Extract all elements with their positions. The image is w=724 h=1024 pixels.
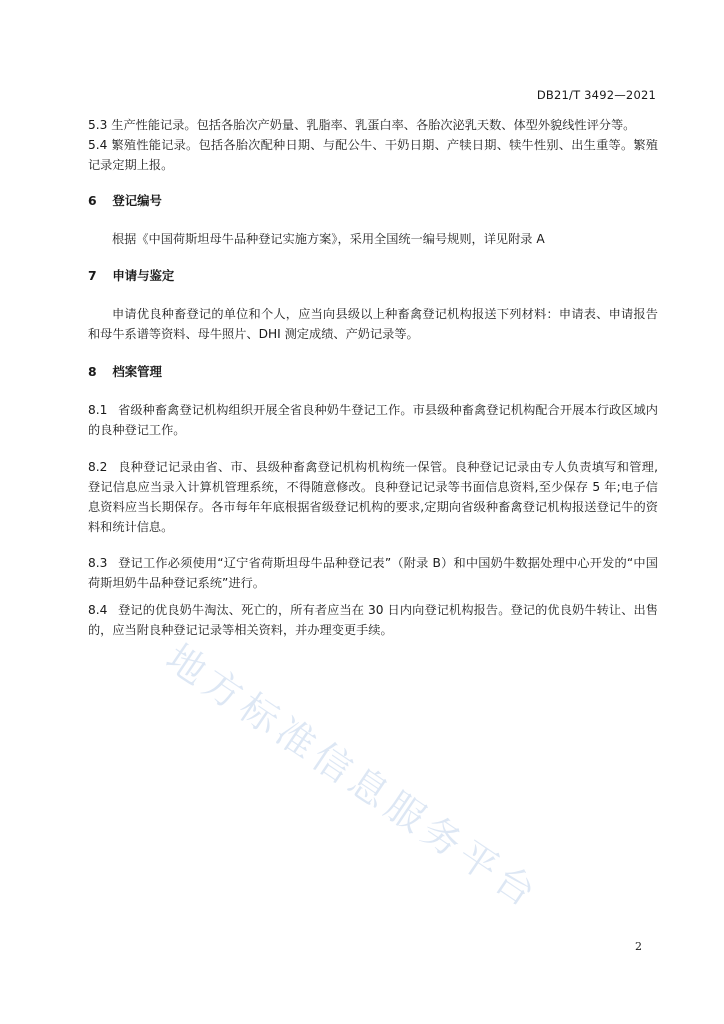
heading-number: 8 bbox=[88, 364, 97, 379]
subsection-number: 8.3 bbox=[88, 556, 108, 570]
subsection-text: 登记的优良奶牛淘汰、死亡的，所有者应当在 30 日内向登记机构报告。登记的优良奶牛转让、出售的，应当附良种登记记录等相关资料，并办理变更手续。 bbox=[88, 603, 658, 637]
page-number: 2 bbox=[635, 940, 642, 953]
heading-number: 7 bbox=[88, 268, 97, 283]
subsection-number: 8.1 bbox=[88, 403, 108, 417]
heading-section-6 bbox=[88, 191, 162, 211]
section-7-text: 申请优良种畜登记的单位和个人，应当向县级以上种畜禽登记机构报送下列材料：申请表、申请报告和母牛系谱等资料、母牛照片、DHI 测定成绩、产奶记录等。 bbox=[88, 307, 658, 341]
section-5-3: 5.3 生产性能记录。包括各胎次产奶量、乳脂率、乳蛋白率、各胎次泌乳天数、体型外貌线性评分等。 bbox=[88, 118, 636, 132]
subsection-text: 登记工作必须使用“辽宁省荷斯坦母牛品种登记表”（附录 B）和中国奶牛数据处理中心开发的“中国荷斯坦奶牛品种登记系统”进行。 bbox=[88, 556, 658, 590]
section-8-1 bbox=[88, 400, 658, 440]
heading-section-8 bbox=[88, 362, 162, 382]
subsection-text: 良种登记记录由省、市、县级种畜禽登记机构机构统一保管。良种登记记录由专人负责填写和管理,登记信息应当录入计算机管理系统，不得随意修改。良种登记记录等书面信息资料,至少保存 5 年;电子信息资料应当长期保存。各市每年年底根据省级登记机构的要求,定期向省级种畜禽登记机构报送登记牛的资料和统计信息。 bbox=[88, 460, 658, 534]
heading-title: 申请与鉴定 bbox=[112, 268, 175, 283]
standard-code: DB21/T 3492—2021 bbox=[536, 88, 656, 102]
section-8-3 bbox=[88, 553, 658, 593]
heading-title: 登记编号 bbox=[112, 193, 162, 208]
heading-title: 档案管理 bbox=[112, 364, 162, 379]
subsection-number: 8.4 bbox=[88, 603, 108, 617]
heading-section-7 bbox=[88, 266, 174, 286]
section-8-2 bbox=[88, 457, 658, 537]
subsection-text: 省级种畜禽登记机构组织开展全省良种奶牛登记工作。市县级种畜禽登记机构配合开展本行政区域内的良种登记工作。 bbox=[88, 403, 658, 437]
watermark-text: 地方标准信息服务平台 bbox=[158, 635, 548, 918]
heading-number: 6 bbox=[88, 193, 97, 208]
section-8-4 bbox=[88, 600, 658, 640]
section-6-text: 根据《中国荷斯坦母牛品种登记实施方案》，采用全国统一编号规则，详见附录 A bbox=[112, 232, 545, 246]
section-5-4: 5.4 繁殖性能记录。包括各胎次配种日期、与配公牛、干奶日期、产犊日期、犊牛性别、出生重等。繁殖记录定期上报。 bbox=[88, 138, 658, 172]
subsection-number: 8.2 bbox=[88, 460, 108, 474]
